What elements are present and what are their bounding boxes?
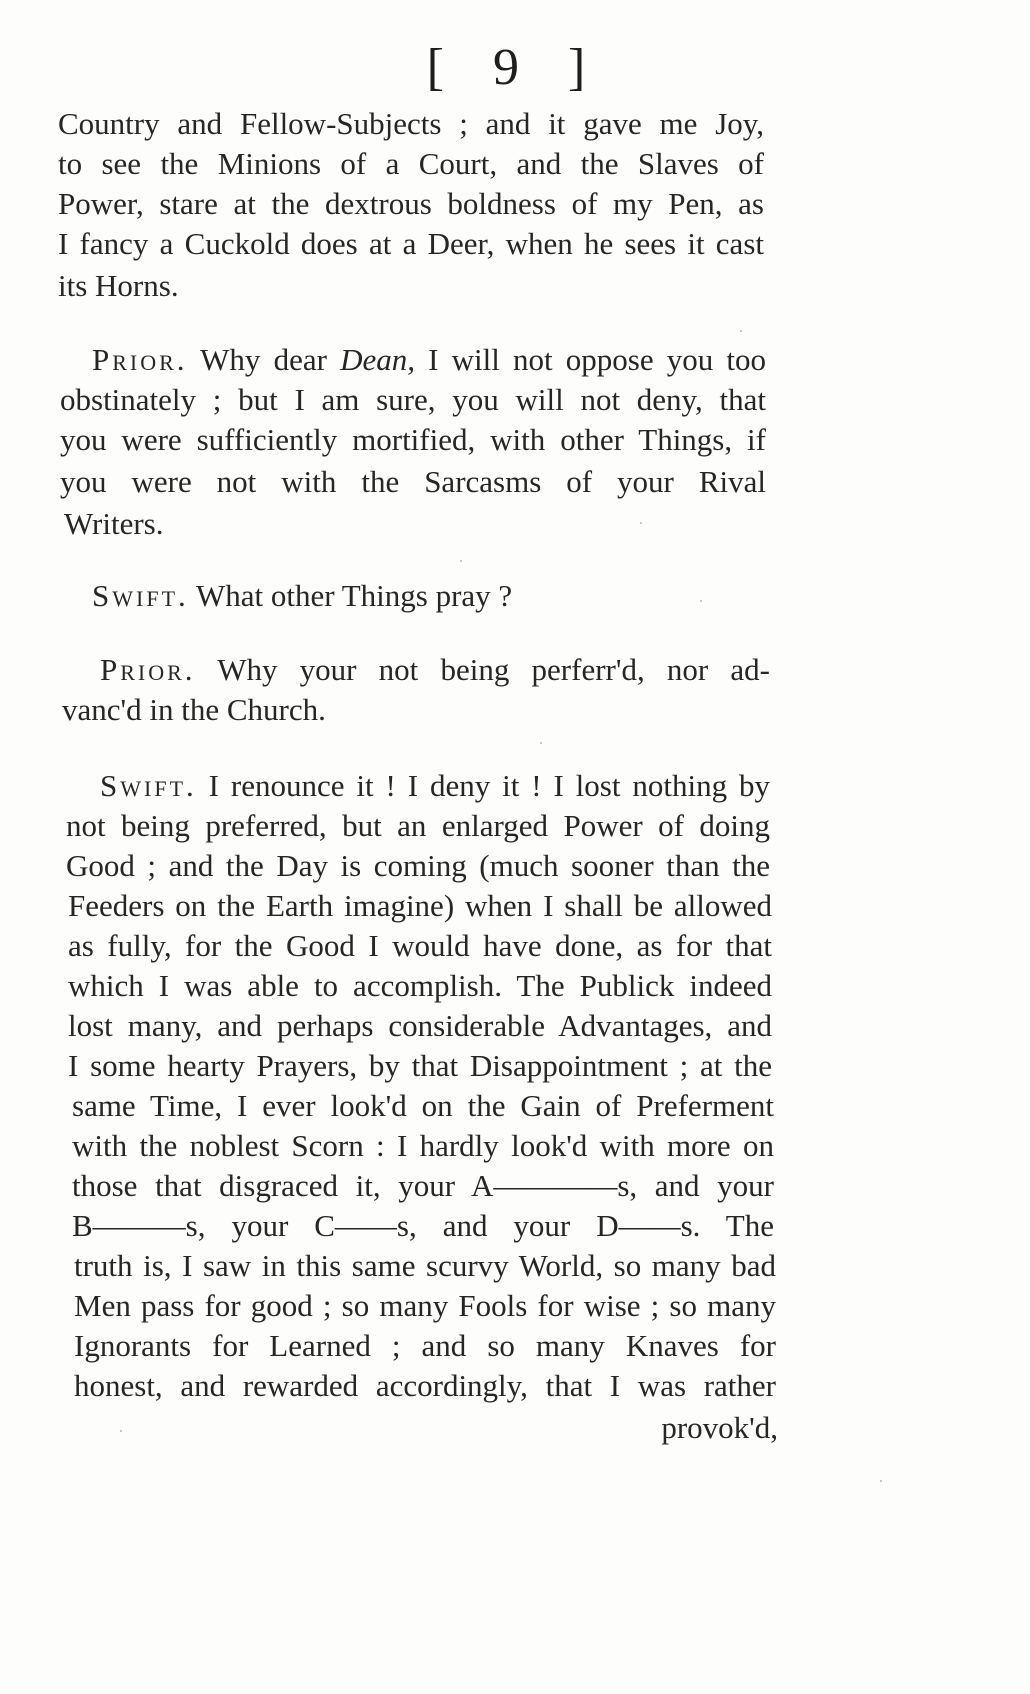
text-line: Power, stare at the dextrous boldness of my Pen, as: [58, 186, 764, 221]
text-line: lost many, and perhaps considerable Advantages, and: [68, 1008, 772, 1043]
text-line: honest, and rewarded accordingly, that I was rather: [74, 1368, 776, 1403]
paragraph-first-line: [100, 650, 770, 690]
paragraph-line: [92, 576, 512, 616]
scan-speck: [700, 600, 702, 602]
scan-speck: [120, 1430, 122, 1432]
text-span: I will not oppose you too: [428, 342, 766, 377]
text-line: those that disgraced it, your A————s, and your: [72, 1168, 774, 1203]
text-line: Feeders on the Earth imagine) when I shall be allowed: [68, 888, 772, 923]
text-line: not being preferred, but an enlarged Power of doing: [66, 808, 770, 843]
text-line: you were sufficiently mortified, with other Things, if: [60, 422, 766, 457]
text-line: truth is, I saw in this same scurvy World, so many bad: [74, 1248, 776, 1283]
text-span: Why dear: [200, 342, 327, 377]
text-line: I some hearty Prayers, by that Disappointment ; at the: [68, 1048, 772, 1083]
paragraph-first-line: [92, 340, 766, 380]
speaker-name: Swift.: [100, 768, 197, 803]
text-line: B———s, your C——s, and your D——s. The: [72, 1208, 774, 1243]
scan-speck: [740, 330, 742, 332]
speaker-name: Swift.: [92, 578, 189, 613]
text-span: What other Things pray ?: [195, 578, 513, 613]
text-line: Men pass for good ; so many Fools for wise ; so many: [74, 1288, 776, 1323]
text-line: Ignorants for Learned ; and so many Knaves for: [74, 1328, 776, 1363]
text-line: vanc'd in the Church.: [62, 692, 326, 727]
text-line: with the noblest Scorn : I hardly look'd with more on: [72, 1128, 774, 1163]
text-line: which I was able to accomplish. The Publick indeed: [68, 968, 772, 1003]
text-span: I renounce it ! I deny it ! I lost nothing by: [208, 768, 770, 803]
text-line: its Horns.: [58, 268, 179, 303]
text-span: Dean,: [340, 342, 415, 377]
text-line: I fancy a Cuckold does at a Deer, when he sees it cast: [58, 226, 764, 261]
scan-speck: [880, 1480, 882, 1482]
paragraph-first-line: [100, 766, 770, 806]
text-line: as fully, for the Good I would have done, as for that: [68, 928, 772, 963]
page-number: [ 9 ]: [426, 39, 604, 96]
text-span: Why your not being perferr'd, nor ad-: [217, 652, 770, 687]
speaker-name: Prior.: [92, 342, 188, 377]
catchword: provok'd,: [661, 1410, 778, 1445]
text-line: to see the Minions of a Court, and the Slaves of: [58, 146, 764, 181]
text-line: Country and Fellow-Subjects ; and it gave me Joy,: [58, 106, 764, 141]
text-line: same Time, I ever look'd on the Gain of Preferment: [72, 1088, 774, 1123]
scan-speck: [540, 742, 542, 744]
scan-speck: [640, 522, 642, 524]
text-line: obstinately ; but I am sure, you will not deny, that: [60, 382, 766, 417]
text-line: Good ; and the Day is coming (much sooner than the: [66, 848, 770, 883]
speaker-name: Prior.: [100, 652, 196, 687]
text-line: you were not with the Sarcasms of your Rival: [60, 464, 766, 499]
scan-speck: [460, 560, 462, 562]
text-line: Writers.: [64, 506, 164, 541]
